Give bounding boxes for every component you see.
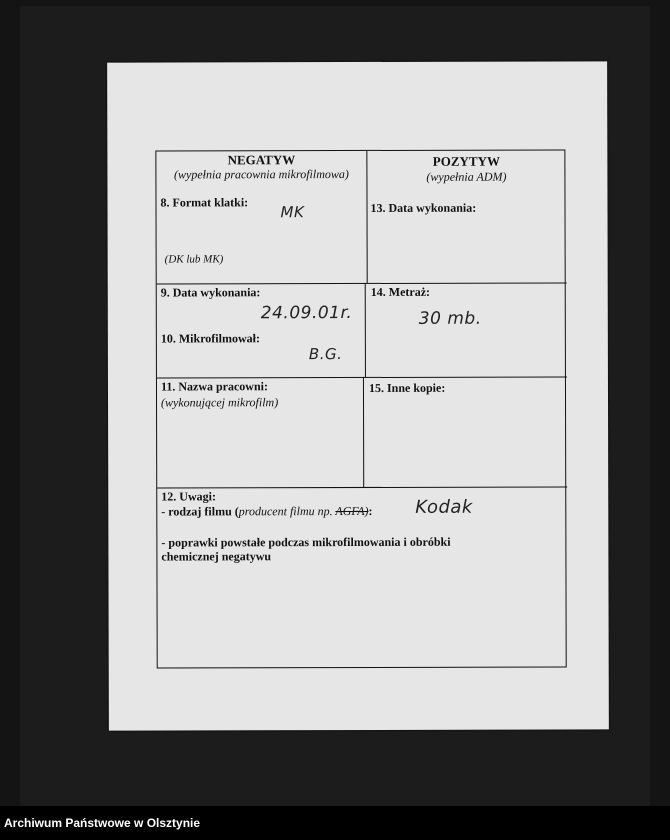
pozytyw-data-wykonania-label: 13. Data wykonania: xyxy=(370,200,477,215)
poprawki-line-2: chemicznej negatywu xyxy=(161,549,272,564)
row-divider-1 xyxy=(157,282,567,284)
rodzaj-filmu-value: Kodak xyxy=(415,496,473,518)
column-divider-mid xyxy=(365,283,366,377)
negatyw-subheader: (wypełnia pracownia mikrofilmowa) xyxy=(173,167,349,182)
archive-name: Archiwum Państwowe w Olsztynie xyxy=(4,816,201,830)
microfilm-form xyxy=(155,149,566,668)
uwagi-label: 12. Uwagi: xyxy=(161,489,216,504)
rodzaj-filmu-colon: : xyxy=(368,503,373,518)
poprawki-line: - poprawki powstałe podczas mikrofilmowania i obróbki xyxy=(161,534,451,550)
mikrofilmowal-value: B.G. xyxy=(308,345,343,364)
pozytyw-header: POZYTYW xyxy=(432,153,500,169)
format-klatki-value: MK xyxy=(280,203,305,222)
negatyw-header: NEGATYW xyxy=(227,152,296,168)
mikrofilmowal-label: 10. Mikrofilmował: xyxy=(160,331,260,346)
metraz-label: 14. Metraż: xyxy=(370,284,431,299)
rodzaj-filmu-struck: AGFA) xyxy=(335,503,369,519)
footer-bar xyxy=(0,806,670,840)
negatyw-data-wykonania-label: 9. Data wykonania: xyxy=(160,285,261,300)
inne-kopie-label: 15. Inne kopie: xyxy=(368,380,446,395)
row-divider-2 xyxy=(157,376,567,378)
rodzaj-filmu-hint: producent filmu np. xyxy=(238,504,336,519)
negatyw-data-wykonania-value: 24.09.01r. xyxy=(260,303,353,324)
pozytyw-subheader: (wypełnia ADM) xyxy=(426,169,507,184)
column-divider-low xyxy=(363,377,364,487)
document-sheet xyxy=(107,61,609,730)
format-klatki-label: 8. Format klatki: xyxy=(160,195,249,210)
format-klatki-hint: (DK lub MK) xyxy=(164,253,224,266)
rodzaj-filmu-prefix: - rodzaj filmu ( xyxy=(161,504,239,519)
nazwa-pracowni-hint: (wykonującej mikrofilm) xyxy=(160,395,279,410)
row-divider-3 xyxy=(157,486,567,488)
nazwa-pracowni-label: 11. Nazwa pracowni: xyxy=(160,379,268,394)
rodzaj-filmu-line xyxy=(161,504,372,520)
metraz-value: 30 mb. xyxy=(418,308,482,329)
